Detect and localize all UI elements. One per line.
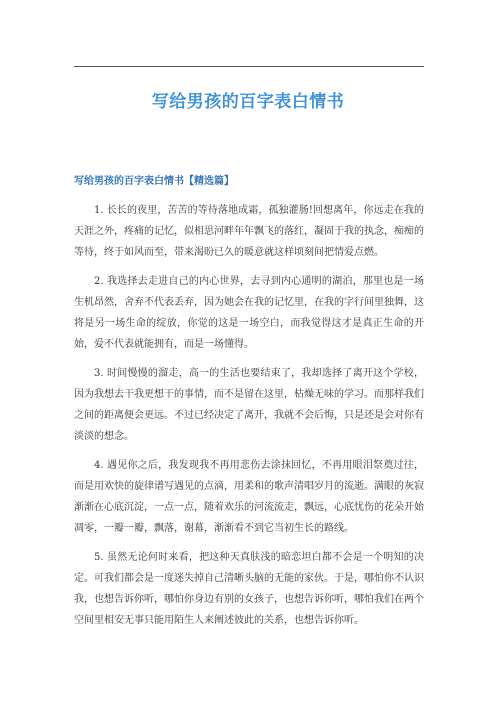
paragraph: 5. 虽然无论何时来看，把这种天真肤浅的暗恋坦白都不会是一个明知的决定。可我们都会是一度迷失掉自己清晰头脑的无能的家伙。于是，哪怕你不认识我，也想告诉你听，哪怕你身边有别的女孩子，也想告诉你听，哪怕我们在两个空间里相安无事只能用陌生人来阐述彼此的关系，也想告诉你听。 (74, 552, 424, 626)
paragraph: 2. 我选择去走进自己的内心世界，去寻到内心通明的湖泊，那里也是一场生机昂然，舍弃不代表丢弃，因为她会在我的记忆里，在我的字行间里独舞，这将是另一场生命的绽放，你觉的这是一场空白，而我觉得这才是真正生命的开始，爱不代表就能拥有，而是一场懂得。 (74, 276, 424, 350)
paragraph: 1. 长长的夜里，苦苦的等待落地成霜，孤独灌肠!回想离年，你远走在我的天涯之外，疼痛的记忆，似相思河畔年年飘飞的落红，凝固于我的执念，痴痴的等待，终于如风而至，带来渴盼已久的暖意就这样顷刻间把情爱点燃。 (74, 205, 424, 258)
header-rule (74, 66, 424, 67)
paragraph: 3. 时间慢慢的溜走，高一的生活也要结束了，我却选择了离开这个学校，因为我想去干我更想干的事情，而不是留在这里，枯燥无味的学习。而那样我们之间的距离便会更远。不过已经决定了离开，我就不会后悔，只是还是会对你有淡淡的想念。 (74, 368, 424, 442)
paragraph: 4. 遇见你之后，我发现我不再用悲伤去涂抹回忆，不再用眼泪祭奠过往，而是用欢快的旋律谱写遇见的点滴，用柔和的歌声清唱岁月的流逝。满眼的灰寂渐渐在心底沉淀，一点一点，随着欢乐的河流流走，飘远，心底忧伤的花朵开始凋零，一瓣一瓣，飘落，谢幕，渐渐看不到它当初生长的路线。 (74, 460, 424, 534)
document-body (74, 200, 424, 639)
document-title: 写给男孩的百字表白情书 (151, 92, 345, 112)
section-heading: 写给男孩的百字表白情书【精选篇】 (74, 176, 234, 187)
